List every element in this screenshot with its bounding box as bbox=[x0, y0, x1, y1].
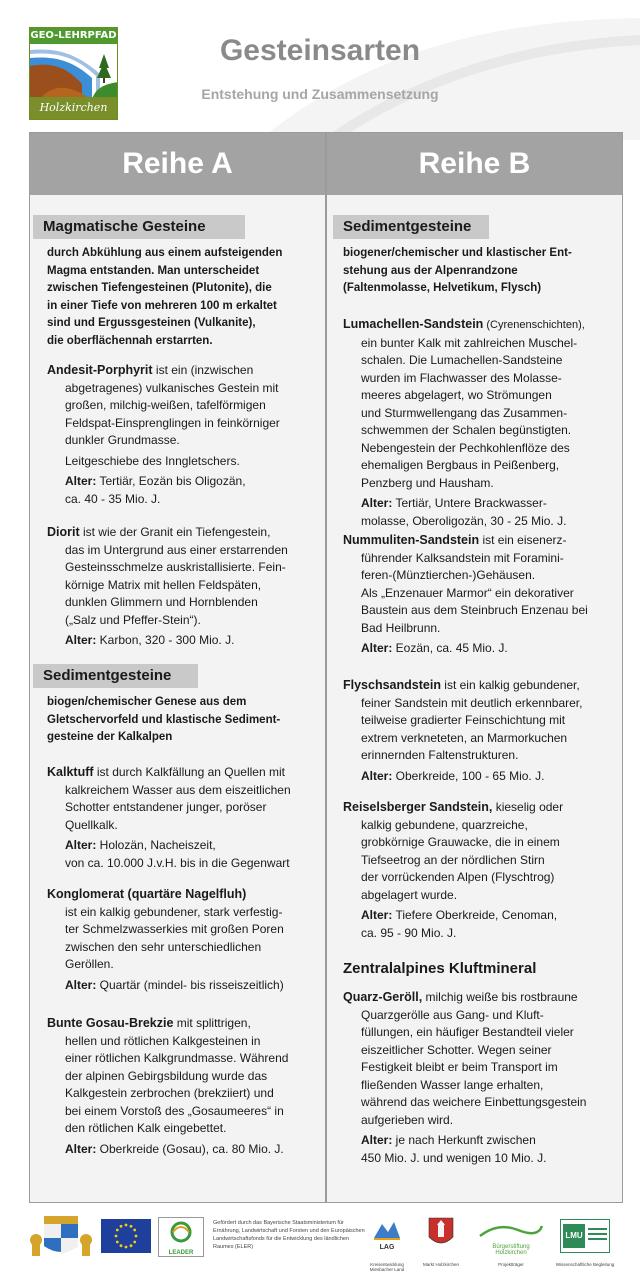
intro-line: (Faltenmolasse, Helvetikum, Flysch) bbox=[343, 282, 542, 294]
lmu-line bbox=[588, 1228, 607, 1230]
page-title: Gesteinsarten bbox=[219, 34, 421, 67]
section-intro-magmatische bbox=[47, 245, 312, 350]
rock-description-line: ist ein (inzwischen bbox=[152, 363, 254, 377]
age-label: Alter: bbox=[361, 908, 393, 922]
section-heading-zentralalpines-kluftmineral: Zentralalpines Kluftmineral bbox=[343, 960, 537, 977]
rock-description-line: einer rötlichen Kalkgrundmasse. Während bbox=[65, 1051, 289, 1065]
rock-description-line: Als „Enzenauer Marmor“ ein dekorativer bbox=[361, 585, 574, 600]
rock-description-line: während das weichere Einbettungsgestein bbox=[361, 1095, 587, 1109]
age-label: Alter: bbox=[361, 641, 393, 655]
buergerstiftung-logo bbox=[478, 1220, 544, 1254]
bavarian-coat-of-arms-icon bbox=[30, 1216, 92, 1258]
rock-description-line: eiszeitlicher Schotter. Wegen seiner bbox=[361, 1042, 552, 1057]
geo-lehrpfad-logo bbox=[29, 27, 118, 120]
rock-description-line: dunkler Grundmasse. bbox=[65, 433, 180, 447]
rock-entry-reiselsberger-sandstein bbox=[343, 799, 608, 942]
rock-description-line: kalkreichem Wasser aus dem eiszeitlichen bbox=[65, 782, 291, 797]
age-value: Tiefere Oberkreide, Cenoman, bbox=[392, 908, 558, 922]
age-value: Quartär (mindel- bis risseiszeitlich) bbox=[96, 977, 284, 992]
lag-label: LAG bbox=[379, 1244, 395, 1251]
rock-description-line: der vorrückenden Alpen (Flyschtrog) bbox=[361, 870, 555, 884]
rock-description-line: den rötlichen Kalk eingebettet. bbox=[65, 1121, 227, 1135]
rock-description-line: Tiefseetrog an der nördlichen Stirn bbox=[361, 852, 545, 867]
rock-description-line: Feldspat-Einsprenglingen in feinkörniger bbox=[65, 415, 280, 430]
age-value: ca. 40 - 35 Mio. J. bbox=[65, 491, 161, 506]
rock-description-line: grobkörnige Grauwacke, die in einem bbox=[361, 835, 560, 849]
intro-line: biogen/chemischer Genese aus dem bbox=[47, 696, 247, 708]
age-label: Alter: bbox=[65, 838, 97, 852]
rock-name: Diorit bbox=[47, 525, 80, 539]
age-label: Alter: bbox=[65, 474, 97, 488]
rock-description-line: kieselig oder bbox=[492, 800, 564, 814]
rock-description-line: körnige Matrix mit hellen Feldspäten, bbox=[65, 577, 262, 592]
intro-line: gesteine der Kalkalpen bbox=[47, 731, 173, 743]
rock-description-line: erinnernden Faltenstrukturen. bbox=[361, 748, 519, 762]
age-label: Alter: bbox=[65, 633, 97, 647]
age-label: Alter: bbox=[65, 977, 97, 992]
markt-holzkirchen-crest-icon bbox=[428, 1217, 454, 1249]
rock-entry-bunte-gosau-brekzie bbox=[47, 1015, 312, 1158]
intro-line: Gletschervorfeld und klastische Sediment- bbox=[47, 713, 281, 726]
lag-caption: Kreisentwicklung Miesbacher Land bbox=[369, 1262, 405, 1272]
stiftung-caption: Projektträger bbox=[498, 1262, 524, 1267]
lmu-label: LMU bbox=[563, 1224, 585, 1248]
rock-name: Kalktuff bbox=[47, 765, 94, 779]
rock-description-line: fließenden Wasser lange erhalten, bbox=[361, 1077, 544, 1092]
rock-name: Andesit-Porphyrit bbox=[47, 363, 153, 377]
rock-description-line: und Sturmwellengang das Zusammen- bbox=[361, 405, 568, 420]
rock-description-line: Gesteinsschmelze auskristallisierte. Fein- bbox=[65, 560, 286, 574]
rock-description-line: Baustein aus dem Steinbruch Enzenau bei bbox=[361, 603, 588, 617]
intro-line: durch Abkühlung aus einem aufsteigenden bbox=[47, 247, 283, 259]
age-label: Alter: bbox=[361, 1133, 393, 1147]
rock-description-line: schalen. Die Lumachellen-Sandsteine bbox=[361, 353, 563, 367]
rock-description-line: führender Kalksandstein mit Foramini- bbox=[361, 550, 564, 565]
age-value: von ca. 10.000 J.v.H. bis in die Gegenwart bbox=[65, 855, 290, 870]
intro-line: die oberflächennah erstarrten. bbox=[47, 334, 213, 347]
markt-caption: Markt Holzkirchen bbox=[422, 1262, 459, 1267]
rock-description-line: Festigkeit bleibt er beim Transport im bbox=[361, 1060, 558, 1074]
rock-description-line: Penzberg und Hausham. bbox=[361, 475, 494, 490]
rock-description-line: Schotter entstandener junger, poröser bbox=[65, 800, 267, 814]
section-intro-sediment-a bbox=[47, 694, 312, 747]
age-value: Karbon, 320 - 300 Mio. J. bbox=[96, 633, 235, 647]
rock-name: Nummuliten-Sandstein bbox=[343, 533, 480, 547]
age-value: je nach Herkunft zwischen bbox=[392, 1133, 536, 1147]
rock-description-line: Nebengestein der Pechkohlenflöze des bbox=[361, 440, 570, 455]
age-value: Tertiär, Eozän bis Oligozän, bbox=[96, 474, 246, 488]
rock-description-line: der alpinen Gebirgsbildung wurde das bbox=[65, 1068, 268, 1083]
rock-description-line: teilweise gradierter Feinschichtung mit bbox=[361, 713, 566, 727]
section-label-magmatische-gesteine: Magmatische Gesteine bbox=[33, 215, 245, 239]
rock-description-line: hellen und rötlichen Kalkgesteinen in bbox=[65, 1033, 261, 1048]
age-value: ca. 95 - 90 Mio. J. bbox=[361, 925, 457, 940]
lmu-logo bbox=[560, 1219, 610, 1253]
age-label: Alter: bbox=[65, 1141, 97, 1156]
rock-description-line: dunklen Glimmern und Hornblenden bbox=[65, 595, 258, 609]
leader-logo bbox=[158, 1217, 204, 1257]
lmu-line bbox=[588, 1238, 607, 1240]
rock-entry-lumachellen-sandstein bbox=[343, 316, 608, 530]
logo-town: Holzkirchen bbox=[30, 97, 117, 119]
rock-entry-diorit bbox=[47, 524, 312, 650]
rock-description-line: aufgerieben wird. bbox=[361, 1112, 454, 1127]
rock-name: Quarz-Geröll, bbox=[343, 990, 423, 1004]
rock-description-line: milchig weiße bis rostbraune bbox=[422, 990, 578, 1004]
rock-description-line: schwemmen der Schalen begünstigten. bbox=[361, 423, 572, 437]
landscape-icon bbox=[30, 44, 118, 99]
rock-description-line: mit splittrigen, bbox=[173, 1016, 251, 1030]
rock-description-line: Quellkalk. bbox=[65, 817, 118, 832]
lag-mountain-icon bbox=[372, 1218, 402, 1240]
age-value: molasse, Oberoligozän, 30 - 25 Mio. J. bbox=[361, 513, 567, 528]
rock-name: Reiselsberger Sandstein, bbox=[343, 800, 493, 814]
rock-description-line: bei einem Vorstoß des „Gosaumeeres“ in bbox=[65, 1103, 284, 1118]
rock-name: Flyschsandstein bbox=[343, 678, 441, 692]
buergerstiftung-swoosh-icon bbox=[478, 1220, 544, 1240]
rock-description-line: („Salz und Pfeffer-Stein“). bbox=[65, 612, 201, 627]
rock-description-line: ist ein kalkig gebundener, bbox=[440, 678, 580, 692]
rock-description-line: ist ein eisenerz- bbox=[479, 533, 567, 547]
intro-line: zwischen Tiefengesteinen (Plutonite), die bbox=[47, 282, 272, 294]
section-label-sedimentgesteine-b: Sedimentgesteine bbox=[333, 215, 489, 239]
rock-name: Lumachellen-Sandstein bbox=[343, 317, 484, 331]
rock-name: Bunte Gosau-Brekzie bbox=[47, 1016, 174, 1030]
lmu-line bbox=[588, 1233, 607, 1235]
rock-description-line: Kalkgestein zerbrochen (brekziiert) und bbox=[65, 1086, 274, 1100]
rock-description-line: meeres abgelagert, wo Strömungen bbox=[361, 388, 552, 402]
age-value: Eozän, ca. 45 Mio. J. bbox=[392, 641, 508, 655]
rock-description-line: ein bunter Kalk mit zahlreichen Muschel- bbox=[361, 335, 578, 350]
rock-description-line: Bad Heilbrunn. bbox=[361, 620, 441, 635]
column-title: Reihe B bbox=[327, 133, 622, 195]
rock-description-line: ehemaligen Bergbaus in Peißenberg, bbox=[361, 458, 560, 472]
buergerstiftung-label: Bürgerstiftung Holzkirchen bbox=[492, 1244, 530, 1256]
rock-entry-andesit-porphyrit bbox=[47, 362, 312, 508]
intro-line: biogener/chemischer und klastischer Ent- bbox=[343, 247, 572, 259]
rock-description-line: ter Schmelzwasserkies mit großen Poren bbox=[65, 922, 284, 936]
rock-description-line: abgetragenes) vulkanisches Gestein mit bbox=[65, 380, 279, 395]
age-value: Tertiär, Untere Brackwasser- bbox=[392, 496, 547, 510]
rock-description-line: Quarzgerölle aus Gang- und Kluft- bbox=[361, 1007, 544, 1022]
age-value: Holozän, Nacheiszeit, bbox=[96, 838, 216, 852]
age-label: Alter: bbox=[361, 768, 393, 783]
rock-description-line: wurden im Flachwasser des Molasse- bbox=[361, 370, 562, 385]
rock-description-line: ist durch Kalkfällung an Quellen mit bbox=[93, 765, 285, 779]
age-value: Oberkreide, 100 - 65 Mio. J. bbox=[392, 768, 545, 783]
logo-title: GEO-LEHRPFAD bbox=[30, 28, 117, 44]
rock-entry-quarz-geroell bbox=[343, 989, 608, 1167]
age-label: Alter: bbox=[361, 496, 393, 510]
age-value: Oberkreide (Gosau), ca. 80 Mio. J. bbox=[96, 1141, 284, 1156]
rock-description-line: zwischen den sehr unterschiedlichen bbox=[65, 939, 262, 954]
rock-name-suffix: (Cyrenenschichten), bbox=[483, 319, 585, 331]
rock-entry-kalktuff bbox=[47, 764, 312, 872]
rock-description-line: das im Untergrund aus einer erstarrenden bbox=[65, 542, 288, 557]
age-value: 450 Mio. J. und wenigen 10 Mio. J. bbox=[361, 1150, 547, 1165]
rock-description-line: abgelagert wurde. bbox=[361, 887, 458, 902]
funding-text: Gefördert durch das Bayerische Staatsministerium für Ernährung, Landwirtschaft und Forsten und den Europäischen Landwirtschaftsfonds für die Entwicklung des ländlichen Raumes (ELER) bbox=[213, 1220, 365, 1250]
rock-name: Konglomerat (quartäre Nagelfluh) bbox=[47, 887, 247, 901]
rock-description-line: großen, milchig-weißen, tafelförmigen bbox=[65, 398, 266, 412]
rock-entry-flyschsandstein bbox=[343, 677, 608, 785]
rock-description-line: feiner Sandstein mit deutlich erkennbarer, bbox=[361, 695, 583, 710]
rock-description-line: extrem verkneteten, an Marmorkuchen bbox=[361, 730, 568, 745]
rock-description-line: kalkig gebundene, quarzreiche, bbox=[361, 817, 528, 832]
leader-label: LEADER bbox=[168, 1250, 194, 1256]
eu-flag-icon bbox=[101, 1219, 151, 1253]
leader-swirl-icon bbox=[159, 1218, 203, 1246]
rock-description-line: ist ein kalkig gebundener, stark verfestig- bbox=[65, 904, 283, 919]
rock-entry-nummuliten-sandstein bbox=[343, 532, 608, 658]
lmu-caption: Wissenschaftliche Begleitung bbox=[555, 1262, 615, 1267]
rock-note: Leitgeschiebe des Inngletschers. bbox=[65, 453, 240, 468]
rock-entry-konglomerat bbox=[47, 886, 312, 994]
section-intro-sediment-b bbox=[343, 245, 608, 298]
page-subtitle: Entstehung und Zusammensetzung bbox=[201, 86, 439, 102]
intro-line: Magma entstanden. Man unterscheidet bbox=[47, 264, 260, 277]
rock-description-line: feren-(Münztierchen-)Gehäusen. bbox=[361, 568, 536, 582]
intro-line: in einer Tiefe von mehreren 100 m erkaltet bbox=[47, 299, 277, 312]
intro-line: stehung aus der Alpenrandzone bbox=[343, 264, 518, 277]
rock-description-line: füllungen, ein häufiger Bestandteil vieler bbox=[361, 1025, 574, 1039]
lag-logo bbox=[372, 1218, 402, 1256]
rock-description-line: Geröllen. bbox=[65, 957, 114, 971]
rock-description-line: ist wie der Granit ein Tiefengestein, bbox=[79, 525, 271, 539]
section-label-sedimentgesteine-a: Sedimentgesteine bbox=[33, 664, 198, 688]
intro-line: sind und Ergussgesteinen (Vulkanite), bbox=[47, 317, 256, 329]
column-title: Reihe A bbox=[30, 133, 325, 195]
